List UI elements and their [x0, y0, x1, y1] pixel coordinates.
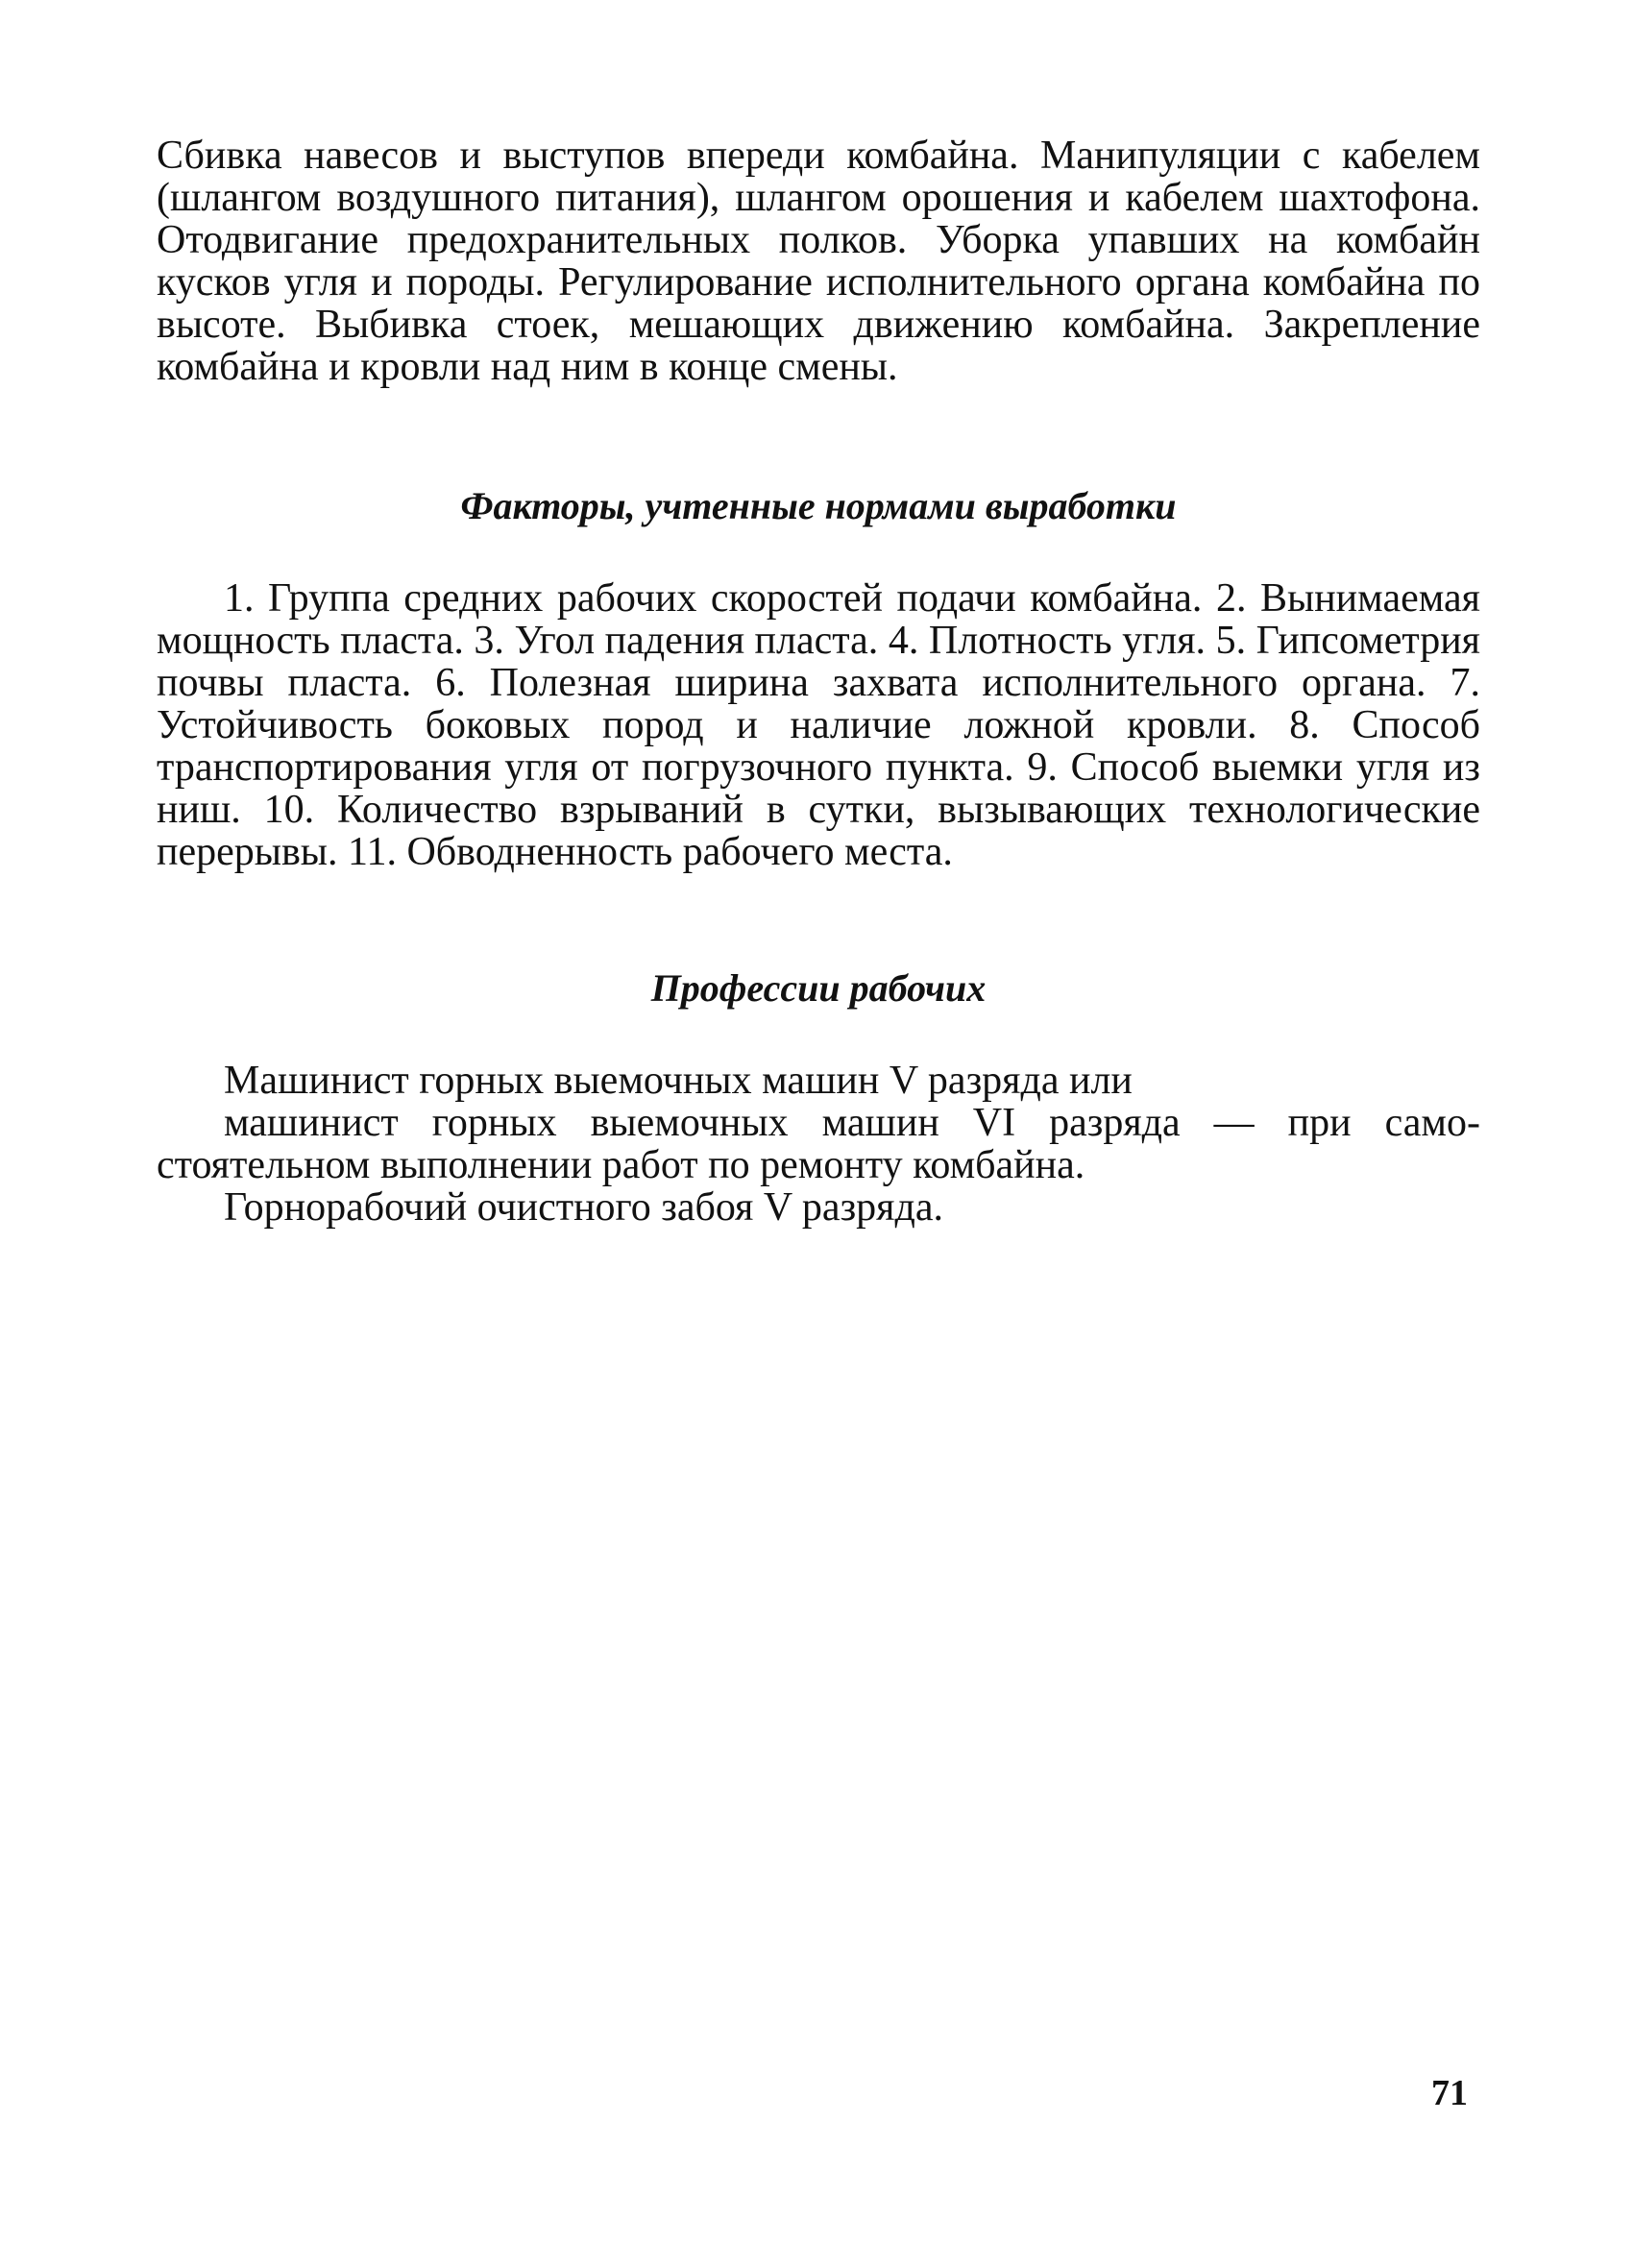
- professions-list: [157, 1060, 1480, 1229]
- factors-heading: Факторы, учтенные нормами выработки: [460, 484, 1177, 527]
- profession-item: машинист горных выемочных машин VI разряда — при самостоятельном выполнении работ по ремонту комбайна.: [157, 1101, 1480, 1187]
- profession-item: Машинист горных выемочных машин V разряда или: [224, 1059, 1133, 1103]
- intro-paragraph: Сбивка навесов и выступов впереди комбайна. Манипуляции с кабелем (шлангом воздушного питания), шлангом орошения и кабелем шахтофона. Отодвигание предохранительных полков. Уборка упавших на комбайн кусков угля и породы. Регулирование исполнительного органа комбайна по высоте. Выбивка стоек, мешающих движению комбайна. Закрепление комбайна и кровли над ним в конце смены.: [157, 134, 1480, 389]
- factors-paragraph: 1. Группа средних рабочих скоростей подачи комбайна. 2. Вынимаемая мощность пласта. 3. Угол падения пласта. 4. Плотность угля. 5. Гипсометрия почвы пласта. 6. Полезная ширина захвата исполнительного органа. 7. Устойчивость боковых пород и наличие ложной кровли. 8. Способ транспортирования угля от погрузочного пункта. 9. Способ выемки угля из ниш. 10. Количество взрываний в сутки, вызывающих технологические перерывы. 11. Обводненность рабочего места.: [157, 576, 1480, 874]
- profession-item: Горнорабочий очистного забоя V разряда.: [224, 1185, 943, 1230]
- professions-heading: Профессии рабочих: [650, 966, 987, 1010]
- page-number: 71: [1431, 2073, 1468, 2113]
- page-content: [157, 134, 1480, 1229]
